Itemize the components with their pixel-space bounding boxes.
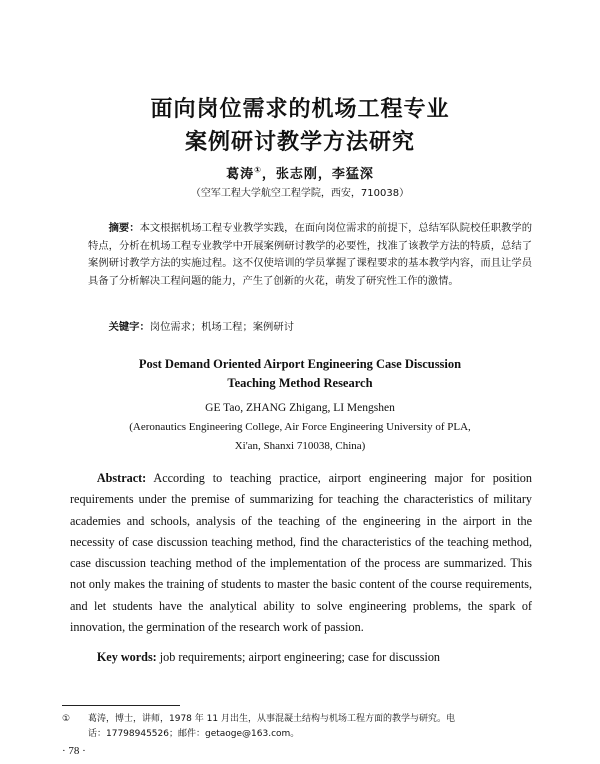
footnote-line-2: 话：17798945526；邮件：getaoge@163.com。 — [88, 729, 300, 739]
english-abstract-text: According to teaching practice, airport engineering major for position requirements under the premise of summarizing for teaching the characteristics of military academies and schools, analysis of the teaching of the engineering in the airport in the necessity of case discussion teaching method, find the characteristics of the teaching method, case discussion teaching method of the implementation of the process are summarized. This not only makes the training of students to master the basic content of the course requirements, and let students have the analytical ability to solve engineering problems, the spark of innovation, the germination of the research work of passion. — [70, 471, 532, 635]
english-keywords-text: job requirements; airport engineering; case for discussion — [156, 650, 441, 664]
chinese-abstract — [88, 220, 532, 290]
chinese-title-line-1: 面向岗位需求的机场工程专业 — [150, 97, 450, 122]
english-affiliation-line-2: Xi'an, Shanxi 710038, China) — [234, 440, 366, 452]
english-abstract — [70, 468, 532, 638]
chinese-abstract-text: 本文根据机场工程专业教学实践，在面向岗位需求的前提下，总结军队院校任职教学的特点，分析在机场工程专业教学中开展案例研讨教学的必要性，找准了该教学方法的特质，总结了案例研讨教学方法的实施过程。这不仅使培训的学员掌握了课程要求的基本教学内容，而且让学员具备了分析解决工程问题的能力，产生了创新的火花，萌发了研究性工作的激情。 — [88, 222, 532, 287]
first-author: 葛涛 — [226, 167, 255, 182]
chinese-affiliation: （空军工程大学航空工程学院，西安，710038） — [190, 188, 410, 199]
footnote-mark: ① — [62, 714, 71, 724]
english-abstract-label: Abstract: — [96, 471, 147, 485]
english-affiliation-line-1: (Aeronautics Engineering College, Air Force Engineering University of PLA, — [129, 421, 471, 433]
english-title-line-1: Post Demand Oriented Airport Engineering Case Discussion — [138, 357, 462, 371]
footnote-divider — [62, 705, 180, 706]
chinese-title-line-2: 案例研讨教学方法研究 — [184, 130, 415, 155]
english-keywords-label: Key words: — [96, 650, 157, 664]
english-authors: GE Tao, ZHANG Zhigang, LI Mengshen — [205, 402, 395, 414]
page-number: · 78 · — [62, 745, 86, 757]
english-keywords — [70, 650, 532, 665]
other-authors: ，张志刚，李猛深 — [261, 167, 374, 182]
author-footnote — [62, 712, 532, 742]
chinese-keywords-text: 岗位需求；机场工程；案例研讨 — [149, 321, 294, 333]
chinese-keywords — [88, 318, 532, 333]
author-footnote-mark: ① — [254, 165, 262, 175]
english-title-line-2: Teaching Method Research — [227, 376, 373, 390]
chinese-keywords-label: 关键字： — [108, 321, 150, 333]
chinese-abstract-label: 摘要： — [108, 222, 140, 234]
footnote-line-1: 葛涛，博士，讲师，1978 年 11 月出生，从事混凝土结构与机场工程方面的教学与研究。电 — [88, 714, 455, 724]
chinese-authors — [0, 163, 600, 182]
